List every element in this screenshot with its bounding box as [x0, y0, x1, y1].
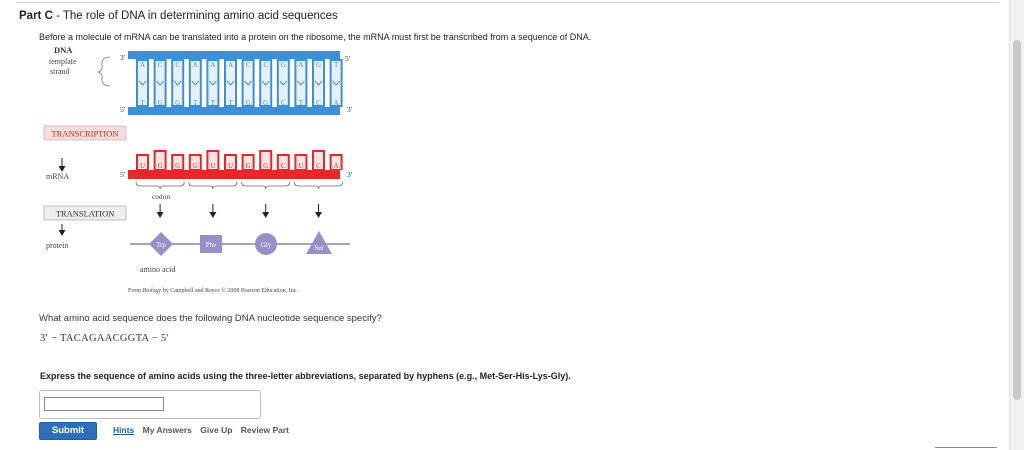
top-base-letter: C [245, 61, 251, 69]
submit-button[interactable]: Submit [39, 422, 97, 440]
part-title-text: The role of DNA in determining amino acid sequences [62, 10, 338, 22]
top-base-letter: A [139, 61, 146, 69]
bottom-base-letter: T [298, 99, 304, 107]
bottom-base-letter: G [245, 99, 251, 107]
amino-acid-caption: amino acid [140, 265, 176, 274]
figure-credit [128, 287, 298, 294]
top-base-letter: C [175, 61, 181, 69]
transcription-label: TRANSCRIPTION [51, 128, 119, 139]
bottom-base-letter: C [280, 99, 286, 107]
mrna-backbone [128, 170, 340, 179]
dna-figure [40, 44, 370, 296]
answer-area [39, 390, 261, 419]
dna-rungs [136, 59, 343, 107]
top-base-letter: T [333, 61, 339, 69]
action-links [113, 425, 295, 435]
top-base-letter: G [315, 61, 322, 69]
mrna-base-letter: C [316, 162, 321, 170]
dna-bottom-backbone [128, 107, 340, 115]
credit-book: Biology [142, 288, 162, 294]
mrna-base-letter: G [175, 162, 181, 170]
figure-svg [40, 44, 370, 296]
question-text: What amino acid sequence does the following DNA nucleotide sequence specify? [39, 313, 382, 324]
codon-brace [294, 182, 342, 189]
mrna-bases [136, 150, 343, 170]
dna-sequence: 3′ − TACAGAACGGTA − 5′ [40, 333, 170, 344]
top-prime-5: 5′ [345, 54, 351, 63]
translation-label: TRANSLATION [55, 208, 115, 219]
down-arrow-icon [262, 212, 269, 218]
bottom-base-letter: G [175, 99, 181, 107]
bottom-prime-3: 3′ [347, 105, 353, 114]
mrna-base-letter: G [157, 162, 163, 170]
mrna-base-letter: G [245, 162, 251, 170]
top-base-letter: A [192, 61, 198, 69]
mrna-base-letter: A [333, 162, 339, 170]
bottom-prime-5: 5′ [120, 105, 126, 114]
credit-suffix: by Campbell and Reece © 2008 Pearson Education, Inc. [161, 288, 298, 294]
bottom-base-letter: C [316, 99, 321, 107]
top-base-letter: A [227, 61, 234, 69]
mrna-label: mRNA [46, 172, 70, 181]
hints-link[interactable]: Hints [113, 425, 135, 435]
answer-input[interactable] [44, 397, 164, 411]
mrna-base-letter: U [139, 162, 146, 170]
mrna-base-letter: U [192, 162, 198, 170]
top-prime-3: 3′ [120, 53, 126, 62]
mrna-base-letter: U [298, 162, 304, 170]
protein-label: protein [46, 241, 69, 250]
part-title [19, 10, 338, 22]
top-base-letter: A [210, 61, 216, 69]
amino-acid-name: Gly [260, 241, 272, 249]
vertical-scrollbar[interactable] [1009, 0, 1024, 450]
top-base-letter: C [263, 61, 269, 69]
instruction-text: Express the sequence of amino acids using the three-letter abbreviations, separated by hyphens (e.g., Met-Ser-His-Lys-Gly). [40, 371, 571, 381]
codon-brace [242, 182, 290, 189]
codon-brace [189, 182, 237, 189]
bottom-base-letter: G [263, 99, 269, 107]
credit-prefix: From [128, 288, 143, 294]
strand-label: strand [50, 67, 70, 76]
amino-acid-phe [200, 235, 222, 253]
mrna-base-letter: C [280, 162, 286, 170]
mrna-base-letter: U [210, 162, 216, 170]
dna-label: DNA [54, 45, 73, 55]
codon-arrows [157, 204, 322, 218]
scrollbar-thumb[interactable] [1013, 40, 1021, 400]
dna-top-backbone [128, 51, 340, 59]
codon-braces [136, 182, 343, 189]
mrna-base-letter: U [227, 162, 234, 170]
template-brace [98, 57, 110, 86]
bottom-base-letter: T [140, 99, 145, 107]
mrna-prime-3: 3′ [347, 170, 353, 179]
mrna-base-letter: G [263, 162, 269, 170]
title-separator: - [52, 10, 63, 22]
bottom-base-letter: T [210, 99, 216, 107]
review-part-link[interactable]: Review Part [240, 425, 289, 435]
intro-text: Before a molecule of mRNA can be translated into a protein on the ribosome, the mRNA must first be transcribed from a sequence of DNA. [39, 32, 592, 42]
down-arrow-icon [315, 212, 322, 218]
give-up-link[interactable]: Give Up [200, 425, 233, 435]
bottom-base-letter: A [333, 99, 339, 107]
amino-acid-trp [149, 232, 173, 256]
codon-brace [136, 182, 184, 189]
mrna-prime-5: 5′ [120, 170, 126, 179]
codon-label: codon [151, 192, 171, 201]
amino-acid-name: Trp [156, 241, 166, 249]
bottom-divider [935, 447, 997, 448]
bottom-base-letter: G [157, 99, 163, 107]
amino-acid-name: Ser [314, 244, 324, 252]
amino-acid-ser [306, 231, 332, 254]
translation-arrow-icon [59, 230, 66, 236]
amino-acid-gly [255, 233, 277, 255]
my-answers-link[interactable]: My Answers [142, 425, 192, 435]
bottom-base-letter: T [193, 99, 198, 107]
bottom-base-letter: T [228, 99, 233, 107]
down-arrow-icon [209, 212, 216, 218]
part-label: Part C [19, 10, 53, 22]
template-label: template [49, 57, 77, 66]
amino-acid-name: Phe [205, 241, 217, 249]
top-base-letter: A [298, 61, 304, 69]
down-arrow-icon [157, 212, 164, 218]
top-base-letter: C [157, 61, 163, 69]
top-base-letter: G [280, 61, 286, 69]
top-divider [16, 2, 999, 3]
